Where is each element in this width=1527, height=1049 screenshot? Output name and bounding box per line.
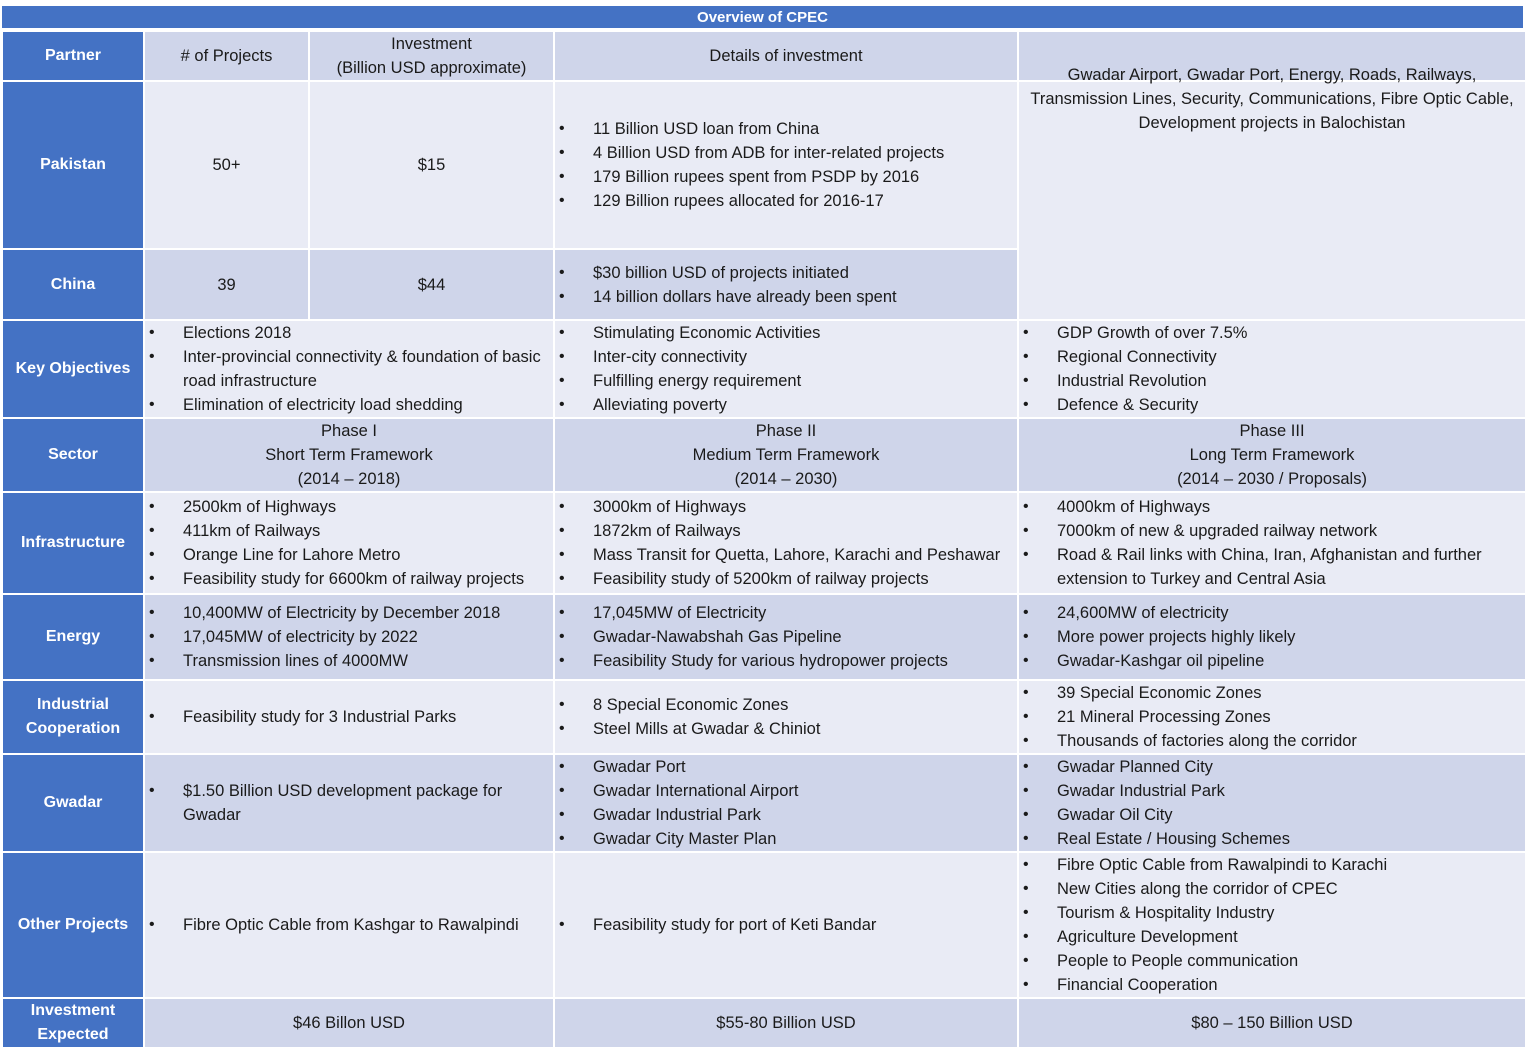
header-partner: Partner [2,31,144,81]
list-item: • Transmission lines of 4000MW [145,649,553,673]
energy-col1 [144,594,554,680]
header-projects: # of Projects [144,31,309,81]
objectives-col3 [1018,320,1526,418]
label-energy: Energy [2,594,144,680]
list-item: • Tourism & Hospitality Industry [1019,901,1525,925]
pakistan-investment: $15 [309,81,554,249]
list-item: • Gwadar-Kashgar oil pipeline [1019,649,1525,673]
other-col2 [554,852,1018,998]
row-other-projects [2,852,1526,998]
list-item: • 11 Billion USD loan from China [555,117,1017,141]
phase-1-name: Phase I [321,422,377,440]
phase-1-framework: Short Term Framework [265,446,433,464]
list-item: • Financial Cooperation [1019,973,1525,997]
list-item: • 7000km of new & upgraded railway network [1019,519,1525,543]
list-item: • Feasibility Study for various hydropower projects [555,649,1017,673]
list-item: • Feasibility study for port of Keti Bandar [555,913,1017,937]
list-item: • 39 Special Economic Zones [1019,681,1525,705]
partner-pakistan: Pakistan [2,81,144,249]
energy-list-1 [145,601,553,673]
objectives-list-2 [555,321,1017,417]
list-item: • 10,400MW of Electricity by December 2018 [145,601,553,625]
list-item: • 4000km of Highways [1019,495,1525,519]
list-item: • Fulfilling energy requirement [555,369,1017,393]
pakistan-sectors-text: Gwadar Airport, Gwadar Port, Energy, Roads, Railways, Transmission Lines, Security, Communications, Fibre Optic Cable, Development projects in Balochistan [1030,65,1514,132]
header-investment [309,31,554,81]
list-item: • Gwadar Port [555,755,1017,779]
china-details [554,249,1018,320]
pakistan-projects: 50+ [144,81,309,249]
list-item: • Regional Connectivity [1019,345,1525,369]
gwadar-list-1 [145,779,553,827]
objectives-col1 [144,320,554,418]
list-item: • Gwadar-Nawabshah Gas Pipeline [555,625,1017,649]
infrastructure-list-2 [555,495,1017,591]
phase-3-framework: Long Term Framework [1189,446,1355,464]
list-item: • 17,045MW of Electricity [555,601,1017,625]
row-investment-expected [2,998,1526,1048]
objectives-col2 [554,320,1018,418]
header-investment-line2: (Billion USD approximate) [336,59,527,77]
label-gwadar: Gwadar [2,754,144,852]
label-infrastructure: Infrastructure [2,492,144,594]
other-list-1 [145,913,553,937]
list-item: • 21 Mineral Processing Zones [1019,705,1525,729]
list-item: • Feasibility study for 6600km of railway projects [145,567,553,591]
label-other-projects: Other Projects [2,852,144,998]
row-pakistan [2,81,1526,249]
phase-3-name: Phase III [1239,422,1305,440]
phase-2-years: (2014 – 2030) [734,470,838,488]
list-item: • 411km of Railways [145,519,553,543]
header-investment-line1: Investment [391,35,472,53]
other-col3 [1018,852,1526,998]
list-item: • 2500km of Highways [145,495,553,519]
investment-phase-3: $80 – 150 Billion USD [1018,998,1526,1048]
row-key-objectives [2,320,1526,418]
phase-2-name: Phase II [755,422,817,440]
industrial-col1 [144,680,554,754]
energy-list-2 [555,601,1017,673]
list-item: • 17,045MW of electricity by 2022 [145,625,553,649]
label-industrial-line2: Cooperation [25,720,121,737]
list-item: • Gwadar Industrial Park [555,803,1017,827]
investment-phase-2: $55-80 Billion USD [554,998,1018,1048]
list-item: • Real Estate / Housing Schemes [1019,827,1525,851]
list-item: • Alleviating poverty [555,393,1017,417]
investment-phase-1: $46 Billon USD [144,998,554,1048]
list-item: • Orange Line for Lahore Metro [145,543,553,567]
label-investment-expected [2,998,144,1048]
list-item: • Stimulating Economic Activities [555,321,1017,345]
china-details-list [555,261,1017,309]
list-item: • Inter-city connectivity [555,345,1017,369]
list-item: • 179 Billion rupees spent from PSDP by 2016 [555,165,1017,189]
phase-2 [554,418,1018,492]
list-item: • 1872km of Railways [555,519,1017,543]
list-item: • New Cities along the corridor of CPEC [1019,877,1525,901]
list-item: • 129 Billion rupees allocated for 2016-17 [555,189,1017,213]
phase-1 [144,418,554,492]
list-item: • Industrial Revolution [1019,369,1525,393]
phase-1-years: (2014 – 2018) [297,470,401,488]
other-list-3 [1019,853,1525,997]
gwadar-col2 [554,754,1018,852]
list-item: • $1.50 Billion USD development package for Gwadar [145,779,553,827]
energy-list-3 [1019,601,1525,673]
infrastructure-col1 [144,492,554,594]
table-title: Overview of CPEC [2,6,1523,28]
other-list-2 [555,913,1017,937]
list-item: • 8 Special Economic Zones [555,693,1017,717]
cpec-overview-table [1,30,1527,1049]
industrial-list-1 [145,705,553,729]
list-item: • Feasibility study for 3 Industrial Parks [145,705,553,729]
gwadar-list-3 [1019,755,1525,851]
label-industrial-line1: Industrial [36,696,109,713]
list-item: • 24,600MW of electricity [1019,601,1525,625]
label-industrial-cooperation [2,680,144,754]
row-sector [2,418,1526,492]
pakistan-sectors [1018,65,1526,320]
list-item: • Inter-provincial connectivity & foundation of basic road infrastructure [145,345,553,393]
energy-col2 [554,594,1018,680]
list-item: • Road & Rail links with China, Iran, Afghanistan and further extension to Turkey and Central Asia [1019,543,1525,591]
china-projects: 39 [144,249,309,320]
list-item: • $30 billion USD of projects initiated [555,261,1017,285]
industrial-col2 [554,680,1018,754]
objectives-list-1 [145,321,553,417]
infrastructure-list-3 [1019,495,1525,591]
phase-3 [1018,418,1526,492]
list-item: • Fibre Optic Cable from Rawalpindi to Karachi [1019,853,1525,877]
label-investment-line2: Expected [37,1026,109,1043]
label-sector: Sector [2,418,144,492]
infrastructure-col2 [554,492,1018,594]
phase-2-framework: Medium Term Framework [692,446,880,464]
list-item: • Mass Transit for Quetta, Lahore, Karachi and Peshawar [555,543,1017,567]
list-item: • More power projects highly likely [1019,625,1525,649]
industrial-list-3 [1019,681,1525,753]
row-industrial-cooperation [2,680,1526,754]
list-item: • Agriculture Development [1019,925,1525,949]
list-item: • Fibre Optic Cable from Kashgar to Rawalpindi [145,913,553,937]
infrastructure-list-1 [145,495,553,591]
list-item: • People to People communication [1019,949,1525,973]
gwadar-col3 [1018,754,1526,852]
list-item: • Elimination of electricity load shedding [145,393,553,417]
label-investment-line1: Investment [30,1002,116,1019]
list-item: • GDP Growth of over 7.5% [1019,321,1525,345]
list-item: • Thousands of factories along the corridor [1019,729,1525,753]
other-col1 [144,852,554,998]
phase-3-years: (2014 – 2030 / Proposals) [1177,470,1367,488]
list-item: • Defence & Security [1019,393,1525,417]
industrial-list-2 [555,693,1017,741]
pakistan-details [554,81,1018,249]
list-item: • 4 Billion USD from ADB for inter-related projects [555,141,1017,165]
list-item: • Feasibility study of 5200km of railway projects [555,567,1017,591]
row-infrastructure [2,492,1526,594]
objectives-list-3 [1019,321,1525,417]
list-item: • Gwadar International Airport [555,779,1017,803]
pakistan-details-list [555,117,1017,213]
gwadar-list-2 [555,755,1017,851]
list-item: • 14 billion dollars have already been spent [555,285,1017,309]
row-gwadar [2,754,1526,852]
list-item: • Gwadar Oil City [1019,803,1525,827]
list-item: • Gwadar Planned City [1019,755,1525,779]
energy-col3 [1018,594,1526,680]
list-item: • Elections 2018 [145,321,553,345]
list-item: • Gwadar Industrial Park [1019,779,1525,803]
industrial-col3 [1018,680,1526,754]
list-item: • Gwadar City Master Plan [555,827,1017,851]
china-investment: $44 [309,249,554,320]
list-item: • 3000km of Highways [555,495,1017,519]
gwadar-col1 [144,754,554,852]
list-item: • Steel Mills at Gwadar & Chiniot [555,717,1017,741]
label-key-objectives: Key Objectives [2,320,144,418]
header-details: Details of investment [554,31,1018,81]
row-energy [2,594,1526,680]
partner-china: China [2,249,144,320]
infrastructure-col3 [1018,492,1526,594]
